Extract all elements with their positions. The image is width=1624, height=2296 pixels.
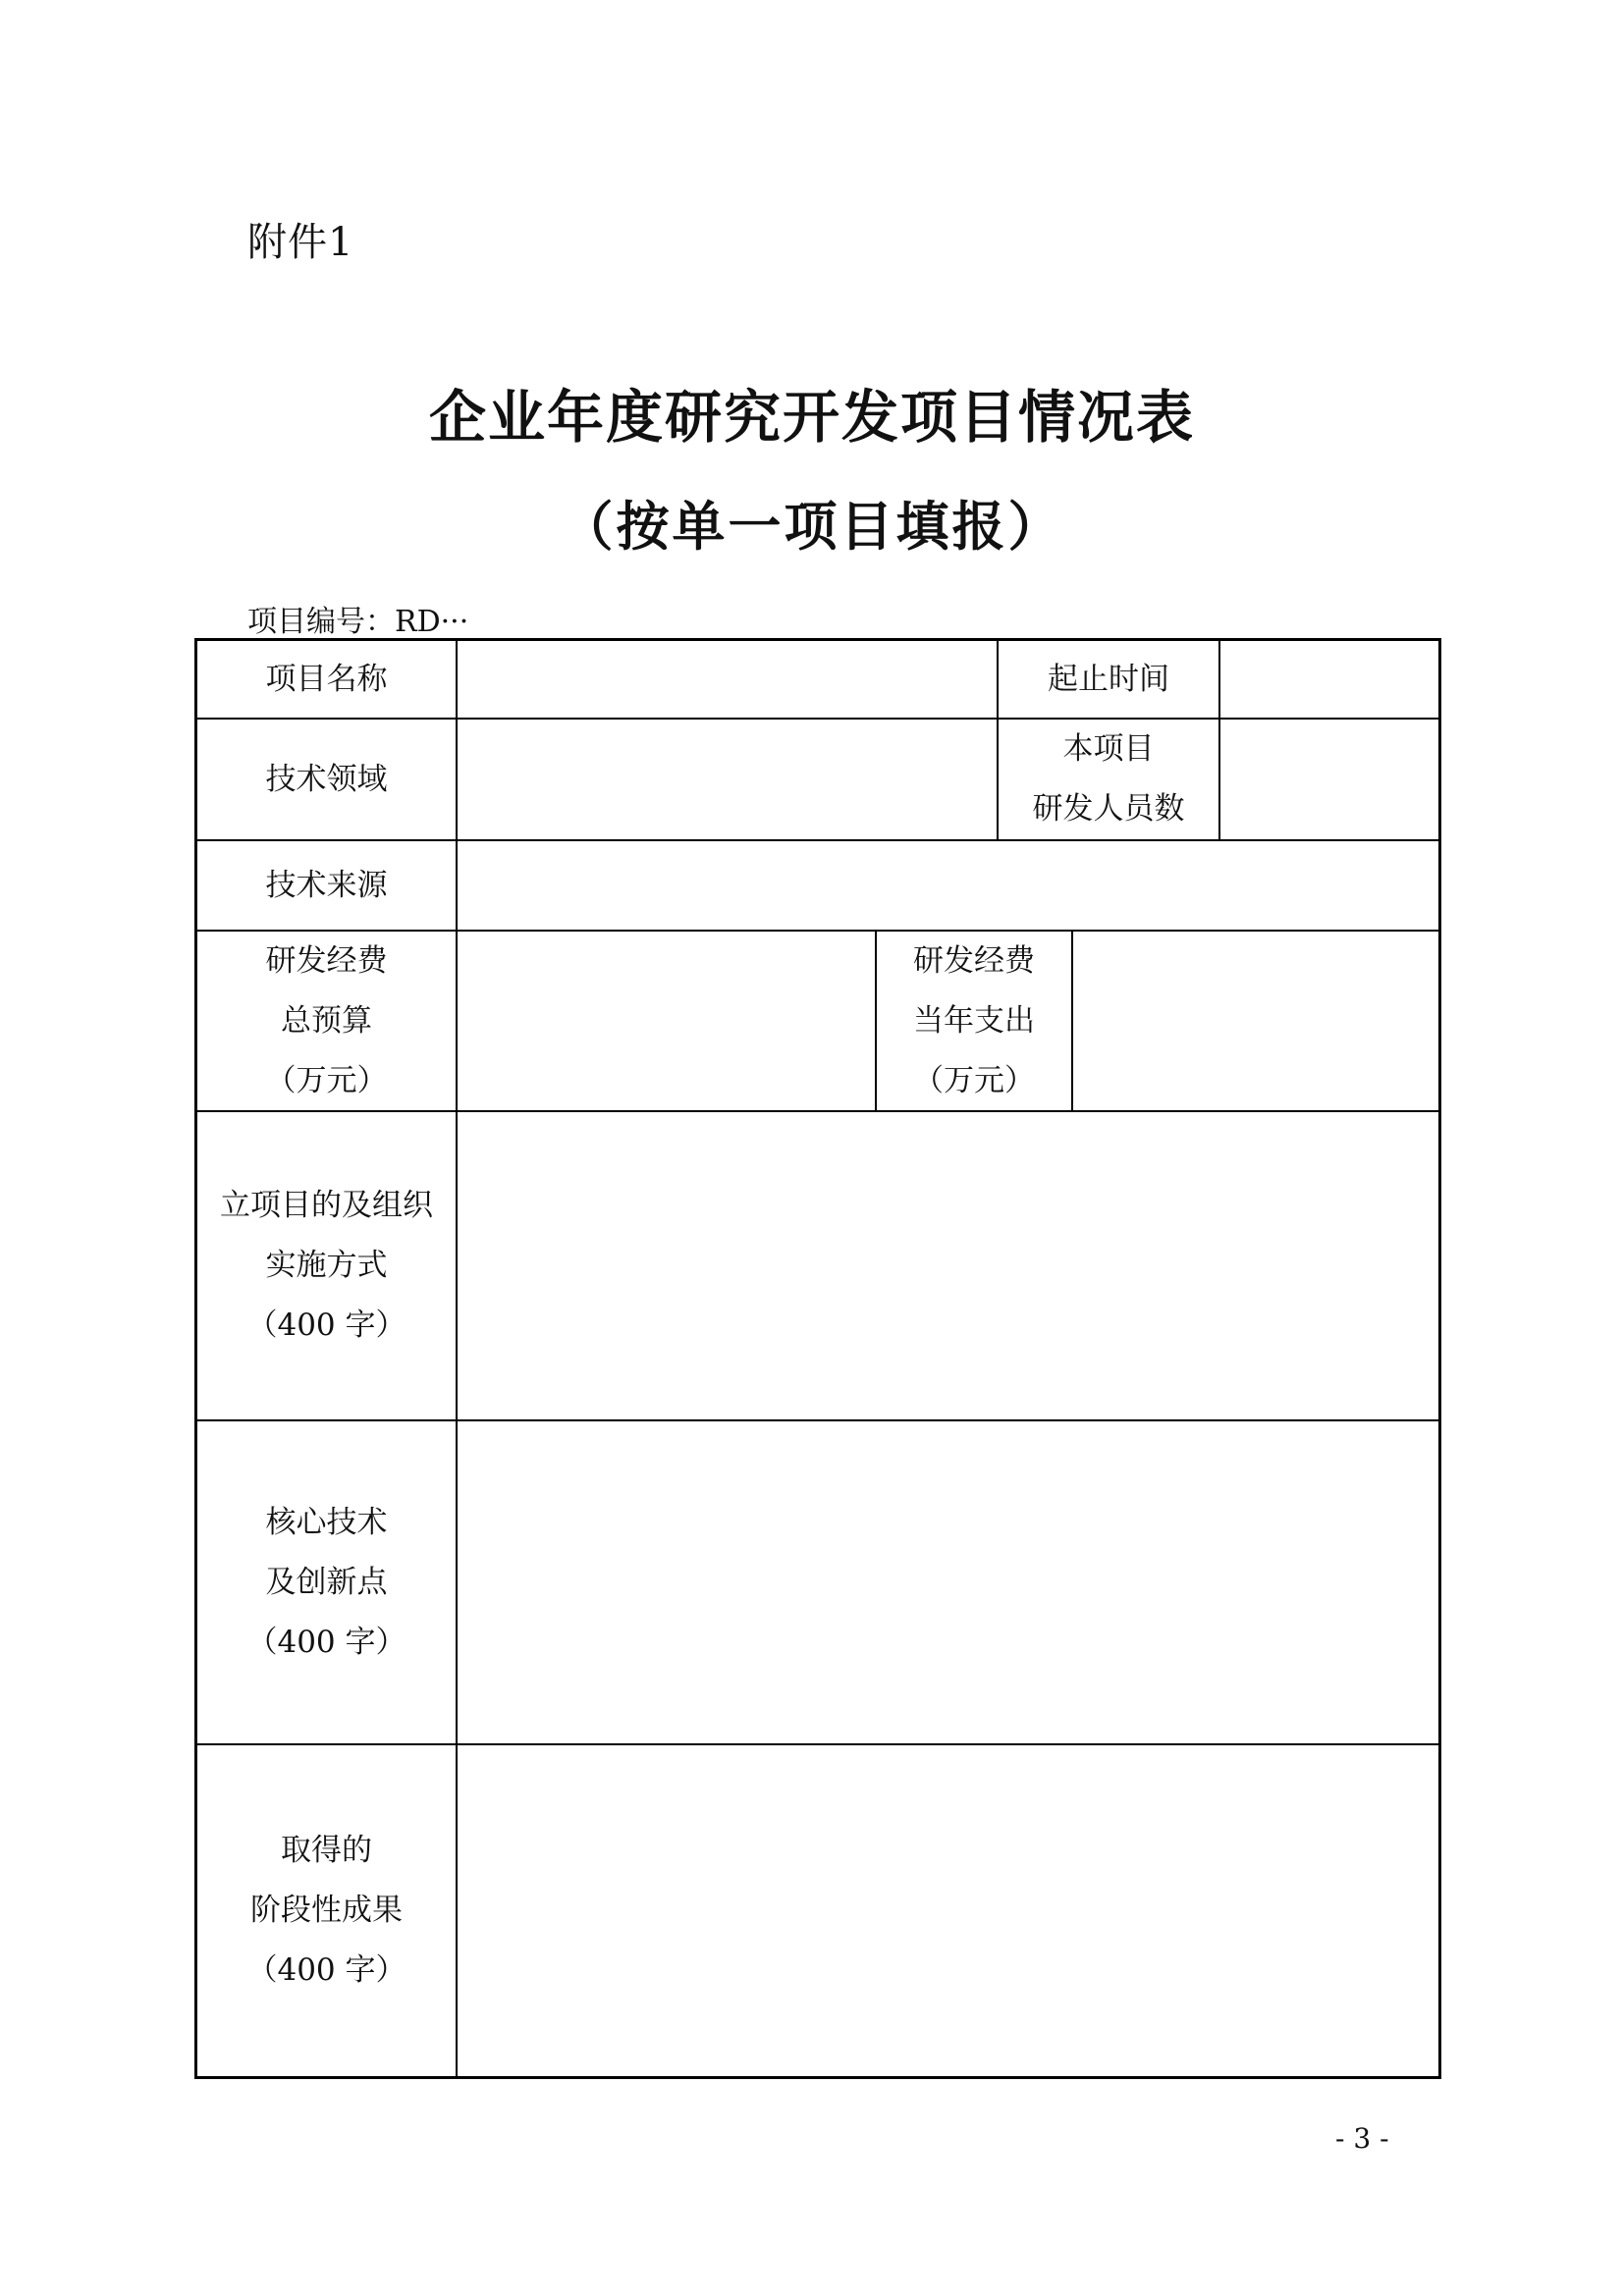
form-subtitle: （按单一项目填报） (560, 496, 1064, 558)
annual-expense-input[interactable] (1073, 932, 1438, 1110)
period-label: 起止时间 (1048, 661, 1169, 697)
total-budget-input[interactable] (458, 932, 875, 1110)
page-number: - 3 - (1335, 2122, 1389, 2155)
project-name-input[interactable] (458, 641, 997, 718)
stage-results-label: 取得的 阶段性成果 （400 字） (246, 1833, 406, 1988)
tech-source-input[interactable] (458, 841, 1438, 930)
project-purpose-input[interactable] (458, 1112, 1438, 1419)
core-tech-input[interactable] (458, 1421, 1438, 1743)
stage-results-input[interactable] (458, 1745, 1438, 2076)
annual-expense-label: 研发经费 当年支出 （万元） (913, 942, 1035, 1098)
total-budget-label: 研发经费 总预算 （万元） (265, 942, 388, 1098)
project-number: 项目编号：RD··· (247, 605, 469, 639)
tech-source-label: 技术来源 (265, 867, 388, 903)
core-tech-label: 核心技术 及创新点 （400 字） (246, 1504, 406, 1660)
attachment-label: 附件1 (247, 220, 354, 265)
period-input[interactable] (1220, 641, 1438, 718)
rd-staff-count-input[interactable] (1220, 720, 1438, 839)
project-name-label: 项目名称 (265, 661, 388, 697)
rd-project-form (194, 638, 1441, 2079)
project-purpose-label: 立项目的及组织 实施方式 （400 字） (220, 1188, 433, 1343)
tech-field-label: 技术领域 (265, 761, 388, 797)
form-title: 企业年度研究开发项目情况表 (428, 384, 1195, 451)
tech-field-input[interactable] (458, 720, 997, 839)
rd-staff-count-label: 本项目 研发人员数 (1032, 731, 1185, 827)
